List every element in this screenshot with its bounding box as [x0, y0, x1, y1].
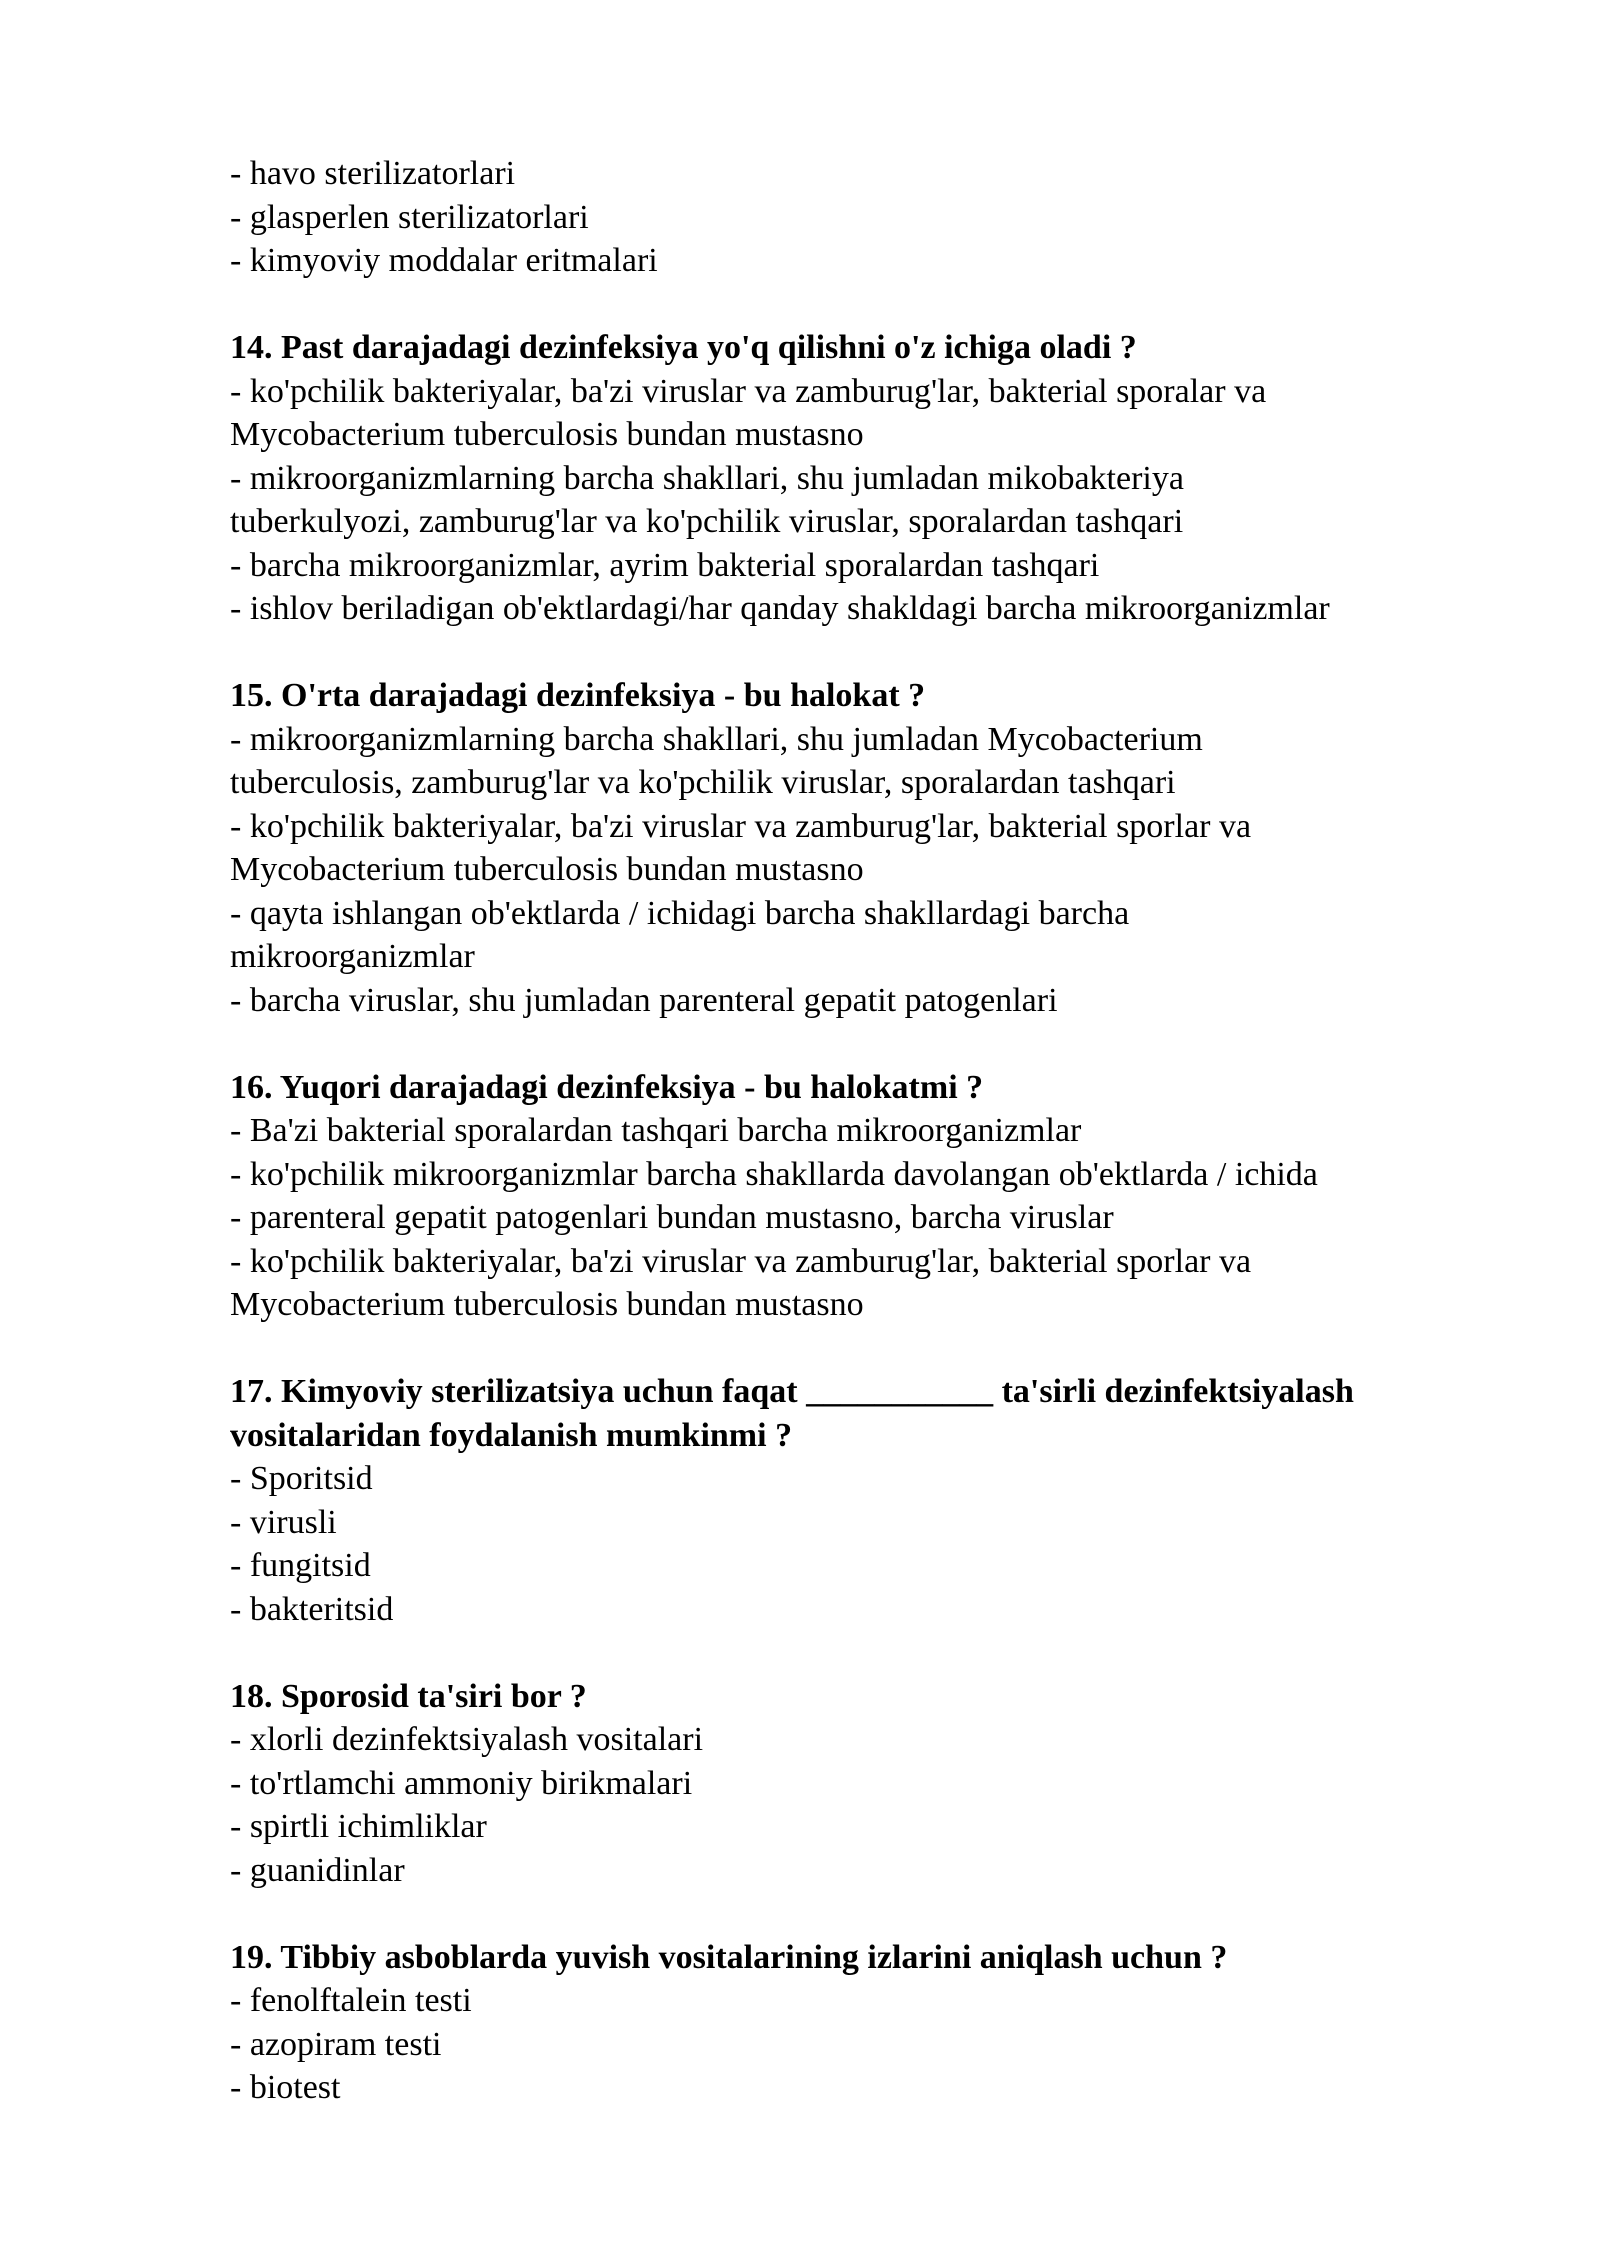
option-line: - bakteritsid [230, 1590, 394, 1628]
question-title: 17. Kimyoviy sterilizatsiya uchun faqat ___________ ta'sirli dezinfektsiyalash [230, 1373, 1354, 1410]
option-line: - to'rtlamchi ammoniy birikmalari [230, 1764, 693, 1802]
option-line: - ishlov beriladigan ob'ektlardagi/har qanday shakldagi barcha mikroorganizmlar [230, 590, 1330, 627]
option-line: - fenolftalein testi [230, 1982, 472, 2019]
question-title: 19. Tibbiy asboblarda yuvish vositalarining izlarini aniqlash uchun ? [230, 1938, 1228, 1976]
spacer [230, 283, 1500, 327]
option-line: - mikroorganizmlarning barcha shakllari, shu jumladan Mycobacterium [230, 720, 1203, 758]
option-line: - Ba'zi bakterial sporalardan tashqari barcha mikroorganizmlar [230, 1112, 1082, 1149]
question-14 [230, 326, 1500, 631]
option-line: - barcha mikroorganizmlar, ayrim bakterial sporalardan tashqari [230, 546, 1100, 584]
option-line: - ko'pchilik bakteriyalar, ba'zi viruslar va zamburug'lar, bakterial sporalar va [230, 372, 1267, 410]
option-line: mikroorganizmlar [230, 938, 475, 975]
option-line: - qayta ishlangan ob'ektlarda / ichidagi barcha shakllardagi barcha [230, 894, 1130, 932]
question-title: 18. Sporosid ta'siri bor ? [230, 1677, 587, 1715]
spacer [230, 1022, 1500, 1066]
option-line: - Sporitsid [230, 1460, 373, 1497]
lead-options [230, 152, 1500, 283]
option-line: - ko'pchilik mikroorganizmlar barcha shakllarda davolangan ob'ektlarda / ichida [230, 1155, 1318, 1193]
spacer [230, 631, 1500, 675]
option-line: - glasperlen sterilizatorlari [230, 198, 589, 236]
option-line: - ko'pchilik bakteriyalar, ba'zi viruslar va zamburug'lar, bakterial sporlar va [230, 1242, 1252, 1280]
option-line: - virusli [230, 1503, 337, 1541]
option-line: - havo sterilizatorlari [230, 155, 516, 192]
option-line: Mycobacterium tuberculosis bundan mustasno [230, 1286, 864, 1323]
question-18 [230, 1675, 1500, 1893]
option-line: tuberkulyozi, zamburug'lar va ko'pchilik viruslar, sporalardan tashqari [230, 503, 1184, 540]
option-line: Mycobacterium tuberculosis bundan mustasno [230, 416, 864, 453]
option-line: - barcha viruslar, shu jumladan parenteral gepatit patogenlari [230, 981, 1058, 1019]
option-line: - biotest [230, 2069, 341, 2106]
spacer [230, 1892, 1500, 1936]
option-line: Mycobacterium tuberculosis bundan mustasno [230, 851, 864, 888]
option-line: - xlorli dezinfektsiyalash vositalari [230, 1721, 704, 1758]
option-line: tuberculosis, zamburug'lar va ko'pchilik viruslar, sporalardan tashqari [230, 764, 1176, 801]
question-title: 16. Yuqori darajadagi dezinfeksiya - bu halokatmi ? [230, 1068, 984, 1106]
option-line: - fungitsid [230, 1547, 371, 1584]
option-line: - spirtli ichimliklar [230, 1808, 487, 1845]
question-15 [230, 674, 1500, 1022]
spacer [230, 1327, 1500, 1371]
option-line: - guanidinlar [230, 1851, 405, 1889]
question-17 [230, 1370, 1500, 1631]
question-16 [230, 1066, 1500, 1327]
option-line: - kimyoviy moddalar eritmalari [230, 242, 658, 279]
option-line: - parenteral gepatit patogenlari bundan mustasno, barcha viruslar [230, 1199, 1114, 1236]
option-line: - ko'pchilik bakteriyalar, ba'zi viruslar va zamburug'lar, bakterial sporlar va [230, 807, 1252, 845]
question-title: 15. O'rta darajadagi dezinfeksiya - bu halokat ? [230, 677, 926, 714]
option-line: - azopiram testi [230, 2025, 442, 2063]
spacer [230, 1631, 1500, 1675]
question-title: vositalaridan foydalanish mumkinmi ? [230, 1416, 793, 1454]
question-19 [230, 1936, 1500, 2110]
question-title: 14. Past darajadagi dezinfeksiya yo'q qilishni o'z ichiga oladi ? [230, 329, 1137, 366]
option-line: - mikroorganizmlarning barcha shakllari, shu jumladan mikobakteriya [230, 459, 1184, 497]
